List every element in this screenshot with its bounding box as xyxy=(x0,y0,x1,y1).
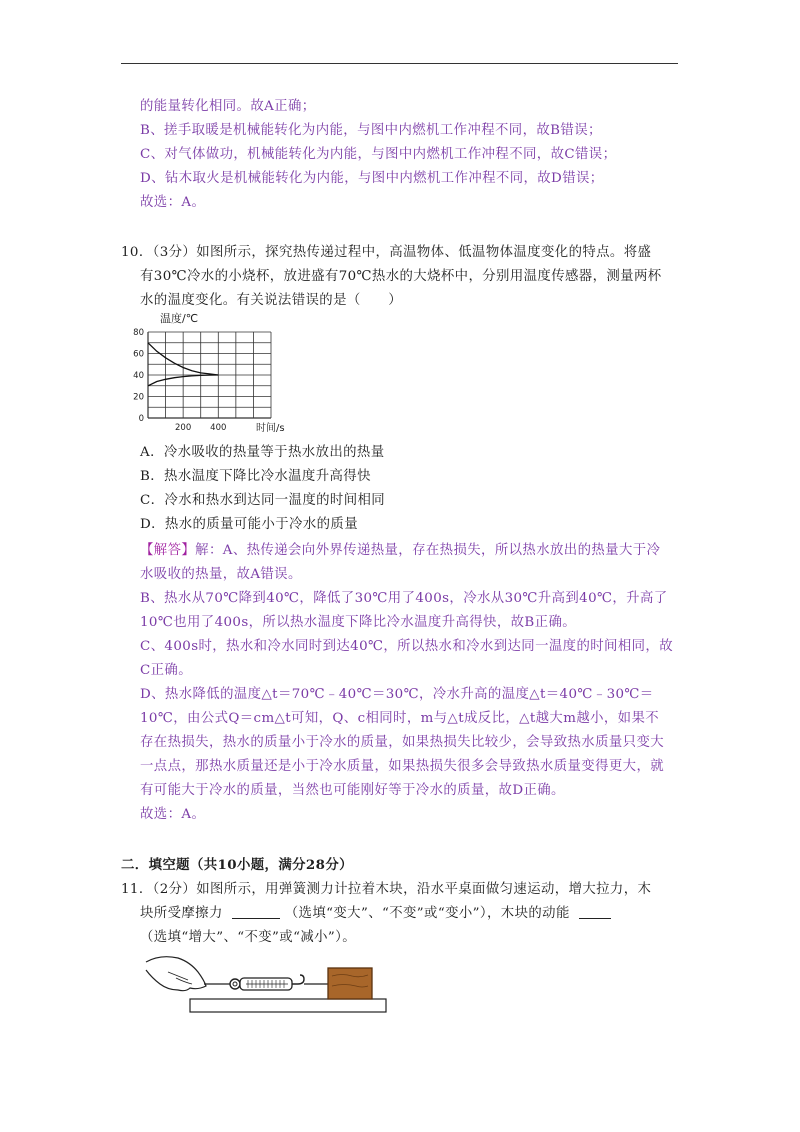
y-tick-label: 0 xyxy=(138,414,144,424)
q11-stem-line-1: 11．（2分）如图所示，用弹簧测力计拉着木块，沿水平桌面做匀速运动，增大拉力，木 xyxy=(121,882,652,897)
q10-stem-line-3: 水的温度变化。有关说法错误的是（ ） xyxy=(140,293,403,308)
y-tick-label: 20 xyxy=(133,392,144,403)
hand-icon xyxy=(146,957,206,991)
q10-stem-line-2: 有30℃冷水的小烧杯，放进盛有70℃热水的大烧杯中，分别用温度传感器，测量两杯 xyxy=(140,269,662,284)
prev-answer-line-4: D、钻木取火是机械能转化为内能，与图中内燃机工作冲程不同，故D错误； xyxy=(140,171,604,186)
q10-answer-line-4: 10℃也用了400s，所以热水温度下降比冷水温度升高得快，故B正确。 xyxy=(140,615,577,630)
x-tick-label: 400 xyxy=(210,423,227,433)
q11-stem-line-2: 块所受摩擦力 （选填“变大”、“不变”或“变小”），木块的动能 xyxy=(140,904,611,924)
temperature-time-chart xyxy=(128,310,308,435)
chart-ticks xyxy=(133,328,226,433)
prev-answer-choose: 故选：A。 xyxy=(140,195,206,210)
q10-stem-line-1: 10．（3分）如图所示，探究热传递过程中，高温物体、低温物体温度变化的特点。将盛 xyxy=(121,245,652,260)
prev-answer-line-2: B、搓手取暖是机械能转化为内能，与图中内燃机工作冲程不同，故B错误； xyxy=(140,123,602,138)
header-rule xyxy=(121,63,678,64)
y-tick-label: 40 xyxy=(133,371,144,381)
y-tick-label: 60 xyxy=(133,349,144,360)
q10-answer-line-11: 有可能大于冷水的质量，当然也可能刚好等于冷水的质量，故D正确。 xyxy=(140,783,565,798)
q10-option-d: D．热水的质量可能小于冷水的质量 xyxy=(140,517,358,532)
wood-block-icon xyxy=(328,968,372,999)
q10-answer-line-10: 一点点，那热水质量还是小于冷水质量，如果热损失很多会导致热水质量变得更大，就 xyxy=(140,759,665,774)
table-surface xyxy=(190,999,386,1012)
q11-blank-1[interactable] xyxy=(232,904,280,919)
q10-answer-line-5: C、400s时，热水和冷水同时到达40℃，所以热水和冷水到达同一温度的时间相同，故 xyxy=(140,639,673,654)
q10-option-a: A．冷水吸收的热量等于热水放出的热量 xyxy=(140,445,385,460)
q10-option-c: C．冷水和热水到达同一温度的时间相同 xyxy=(140,493,386,508)
spring-scale-illustration xyxy=(138,950,390,1016)
q10-answer-line-7: D、热水降低的温度△t＝70℃﹣40℃＝30℃，冷水升高的温度△t＝40℃﹣30℃＝ xyxy=(140,687,654,702)
chart-ylabel: 温度/℃ xyxy=(160,312,199,325)
answer-tag: 【解答】 xyxy=(140,543,196,558)
prev-answer-line-1: 的能量转化相同。故A正确； xyxy=(140,99,316,114)
q10-answer-line-8: 10℃，由公式Q＝cm△t可知，Q、c相同时，m与△t成反比，△t越大m越小，如果不 xyxy=(140,711,660,726)
q11-stem-line-3: （选填“增大”、“不变”或“减小”）。 xyxy=(140,930,357,945)
section-2-title: 二．填空题（共10小题，满分28分） xyxy=(121,857,353,873)
q10-answer-line-3: B、热水从70℃降到40℃，降低了30℃用了400s，冷水从30℃升高到40℃，升高了 xyxy=(140,591,668,606)
q10-answer-line-2: 水吸收的热量，故A错误。 xyxy=(140,567,302,582)
q10-answer-line-6: C正确。 xyxy=(140,663,193,678)
chart-xlabel: 时间/s xyxy=(256,423,285,434)
scale-ring-icon xyxy=(230,979,240,989)
x-tick-label: 200 xyxy=(175,423,192,433)
y-tick-label: 80 xyxy=(133,328,144,338)
q11-blank-2[interactable] xyxy=(579,904,611,919)
q10-answer-choose: 故选：A。 xyxy=(140,807,206,822)
q10-option-b: B．热水温度下降比冷水温度升高得快 xyxy=(140,469,371,484)
q10-answer-line-1: 【解答】解：A、热传递会向外界传递热量，存在热损失，所以热水放出的热量大于冷 xyxy=(140,543,661,558)
hook-icon xyxy=(292,975,304,984)
prev-answer-line-3: C、对气体做功，机械能转化为内能，与图中内燃机工作冲程不同，故C错误； xyxy=(140,147,617,162)
q10-answer-line-9: 存在热损失，热水的质量小于冷水的质量，如果热损失比较少，会导致热水质量只变大 xyxy=(140,735,665,750)
